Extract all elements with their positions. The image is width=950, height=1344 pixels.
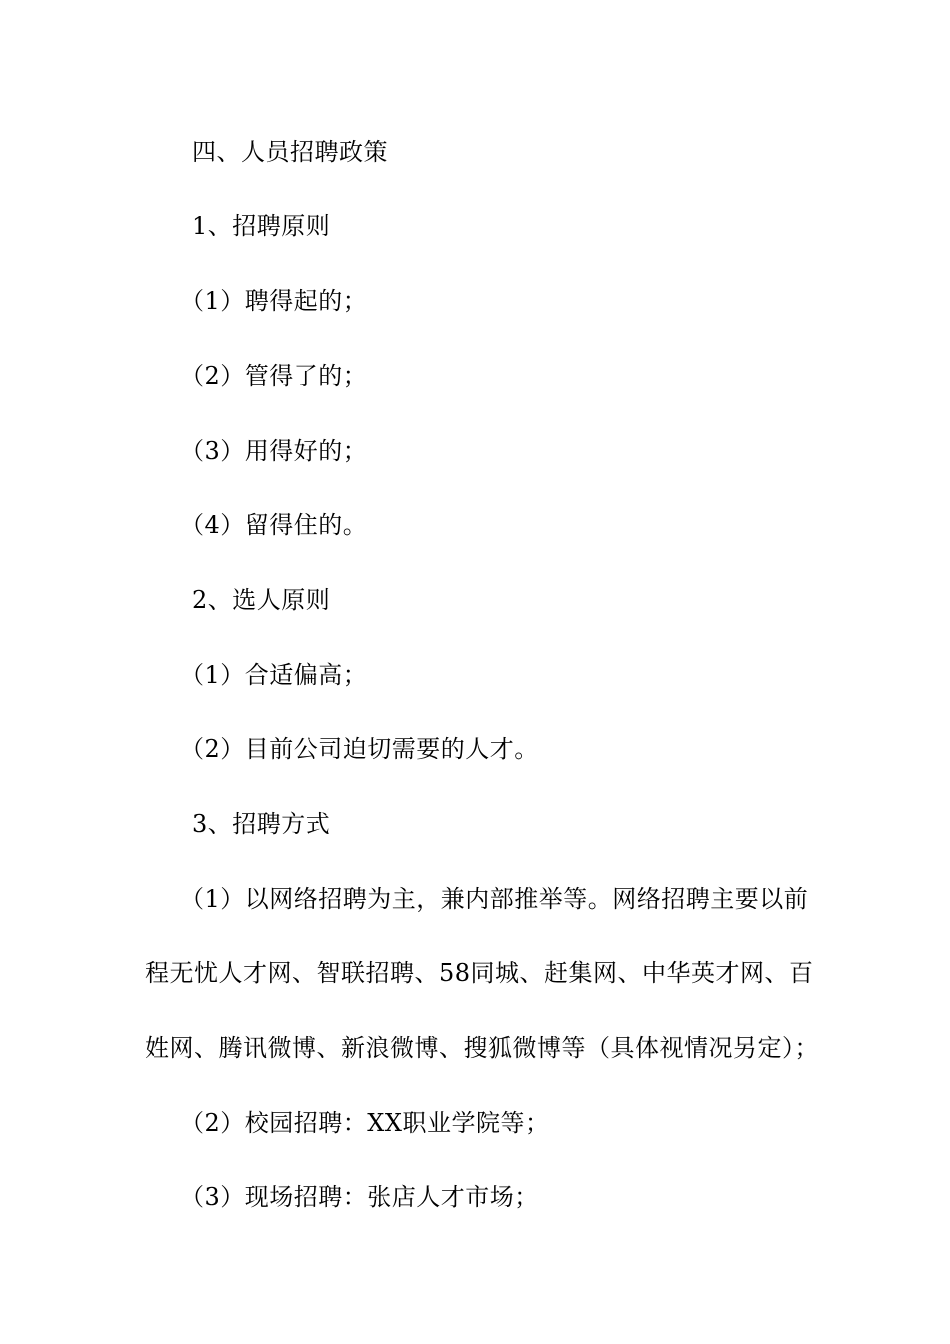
selection-item: （2）目前公司迫切需要的人才。 — [180, 735, 539, 763]
methods-item-1-line: 程无忧人才网、智联招聘、58同城、赶集网、中华英才网、百 — [145, 959, 814, 987]
selection-item: （1）合适偏高； — [180, 661, 368, 689]
principle-item: （1）聘得起的； — [180, 287, 368, 315]
principle-item: （2）管得了的； — [180, 362, 368, 390]
principles-heading: 1、招聘原则 — [192, 212, 331, 240]
methods-item-2: （2）校园招聘：XX职业学院等； — [180, 1109, 550, 1137]
selection-heading: 2、选人原则 — [192, 586, 331, 614]
methods-heading: 3、招聘方式 — [192, 810, 331, 838]
principle-item: （4）留得住的。 — [180, 511, 368, 539]
principle-item: （3）用得好的； — [180, 437, 368, 465]
section-title: 四、人员招聘政策 — [192, 138, 388, 166]
methods-item-1-line: （1）以网络招聘为主，兼内部推举等。网络招聘主要以前 — [180, 885, 809, 913]
methods-item-1-line: 姓网、腾讯微博、新浪微博、搜狐微博等（具体视情况另定）； — [145, 1034, 819, 1062]
methods-item-3: （3）现场招聘：张店人才市场； — [180, 1183, 539, 1211]
